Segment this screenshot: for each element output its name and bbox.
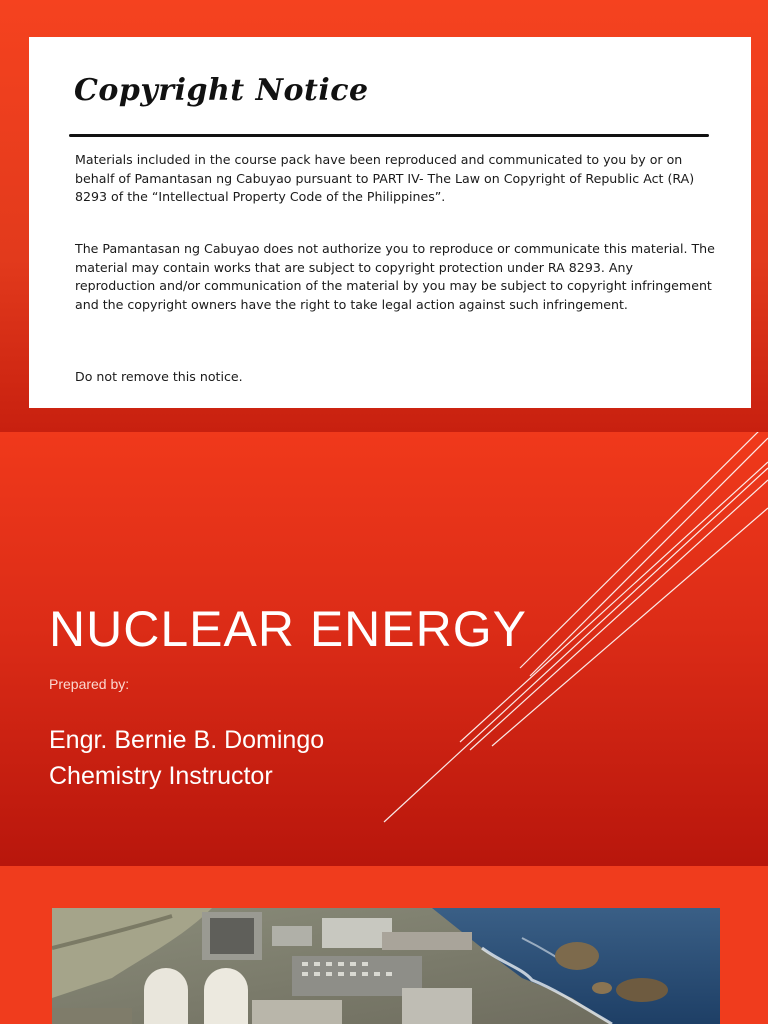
notice-paragraph-3: Do not remove this notice. xyxy=(75,369,243,384)
copyright-notice-panel xyxy=(29,37,751,408)
slide-photo xyxy=(0,866,768,1024)
prepared-by-label: Prepared by: xyxy=(49,676,130,692)
notice-paragraph-1: Materials included in the course pack have been reproduced and communicated to you by or on behalf of Pamantasan ng Cabuyao pursuant to PART IV- The Law on Copyright of Republic Act (RA) 8293 of the “Intellectual Property Code of the Philippines”. xyxy=(75,152,695,204)
slide-title xyxy=(0,432,768,866)
author-name: Engr. Bernie B. Domingo xyxy=(49,726,325,754)
nuclear-plant-photo xyxy=(52,908,720,1024)
author-block xyxy=(49,722,324,794)
notice-paragraph-2: The Pamantasan ng Cabuyao does not authorize you to reproduce or communicate this material. The material may contain works that are subject to copyright protection under RA 8293. Any reproduction and/or communication of the material by you may be subject to copyright infringement and the copyright owners have the right to take legal action against such infringement. xyxy=(75,241,715,312)
notice-title: Copyright Notice xyxy=(74,73,369,108)
slide-copyright xyxy=(0,0,768,432)
notice-divider xyxy=(69,134,709,137)
presentation-title: NUCLEAR ENERGY xyxy=(49,601,527,657)
author-role: Chemistry Instructor xyxy=(49,762,273,790)
